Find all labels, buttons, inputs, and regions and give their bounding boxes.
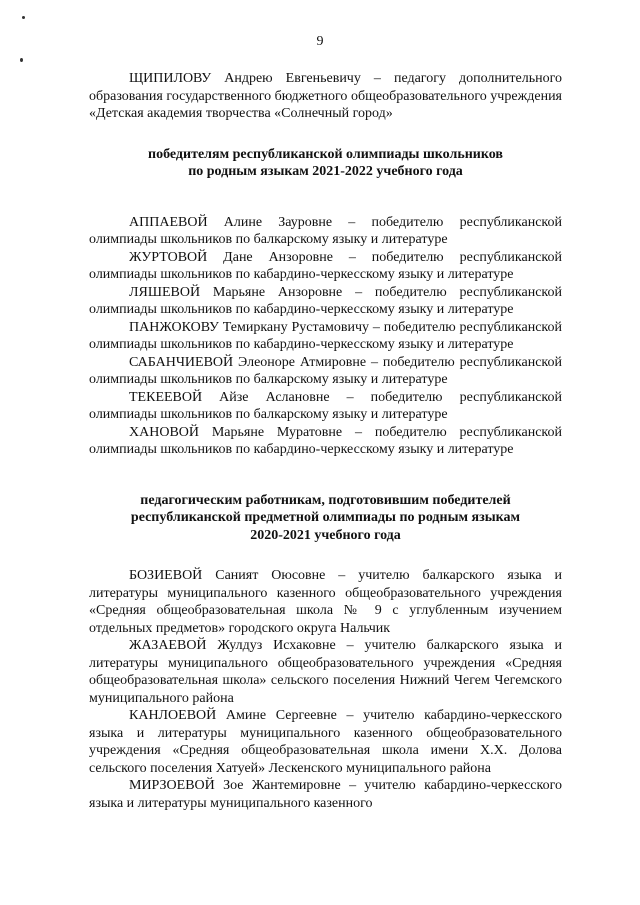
winners-list (89, 214, 562, 459)
list-item: ЛЯШЕВОЙ Марьяне Анзоровне – победителю республиканской олимпиады школьников по кабардино-черкесскому языку и литературе (89, 284, 562, 317)
list-item: МИРЗОЕВОЙ Зое Жантемировне – учителю кабардино-черкесского языка и литературы муниципального казенного (89, 778, 562, 811)
heading-line: 2020-2021 учебного года (250, 527, 401, 543)
teachers-list (89, 567, 562, 812)
document-body (89, 70, 562, 812)
list-item: ХАНОВОЙ Марьяне Муратовне – победителю республиканской олимпиады школьников по кабардино-черкесскому языку и литературе (89, 424, 562, 457)
list-item: АППАЕВОЙ Алине Зауровне – победителю республиканской олимпиады школьников по балкарскому языку и литературе (89, 214, 562, 247)
list-item: САБАНЧИЕВОЙ Элеоноре Атмировне – победителю республиканской олимпиады школьников по балкарскому языку и литературе (89, 354, 562, 387)
section-heading-winners (89, 146, 562, 181)
heading-line: победителям республиканской олимпиады школьников (148, 146, 503, 162)
page-number: 9 (316, 34, 324, 49)
heading-line: по родным языкам 2021-2022 учебного года (188, 164, 463, 179)
list-item: ЖАЗАЕВОЙ Жулдуз Исхаковне – учителю балкарского языка и литературы муниципального общеобразовательного учреждения «Средняя общеобразовательная школа» сельского поселения Нижний Чегем Чегемского муниципального района (89, 638, 562, 706)
intro-paragraph: ЩИПИЛОВУ Андрею Евгеньевичу – педагогу дополнительного образования государственного бюджетного общеобразовательного учреждения «Детская академия творчества «Солнечный город» (89, 71, 562, 121)
list-item: ЖУРТОВОЙ Дане Анзоровне – победителю республиканской олимпиады школьников по кабардино-черкесскому языку и литературе (89, 249, 562, 282)
list-item: БОЗИЕВОЙ Саният Оюсовне – учителю балкарского языка и литературы муниципального казенного общеобразовательного учреждения «Средняя общеобразовательная школа № 9 с углубленным изучением отдельных предметов» городского округа Нальчик (89, 568, 562, 636)
list-item: ПАНЖОКОВУ Темиркану Рустамовичу – победителю республиканской олимпиады школьников по кабардино-черкесскому языку и литературе (89, 319, 562, 352)
scan-speck (20, 58, 23, 62)
list-item: КАНЛОЕВОЙ Амине Сергеевне – учителю кабардино-черкесского языка и литературы муниципального казенного общеобразовательного учреждения «Средняя общеобразовательная школа имени Х.Х. Долова сельского поселения Хатуей» Лескенского муниципального района (89, 708, 562, 776)
list-item: ТЕКЕЕВОЙ Айзе Аслановне – победителю республиканской олимпиады школьников по балкарскому языку и литературе (89, 389, 562, 422)
section-heading-teachers (89, 492, 562, 545)
scan-speck (22, 16, 25, 19)
heading-line: республиканской предметной олимпиады по родным языкам (130, 510, 521, 525)
heading-line: педагогическим работникам, подготовившим победителей (140, 492, 511, 508)
